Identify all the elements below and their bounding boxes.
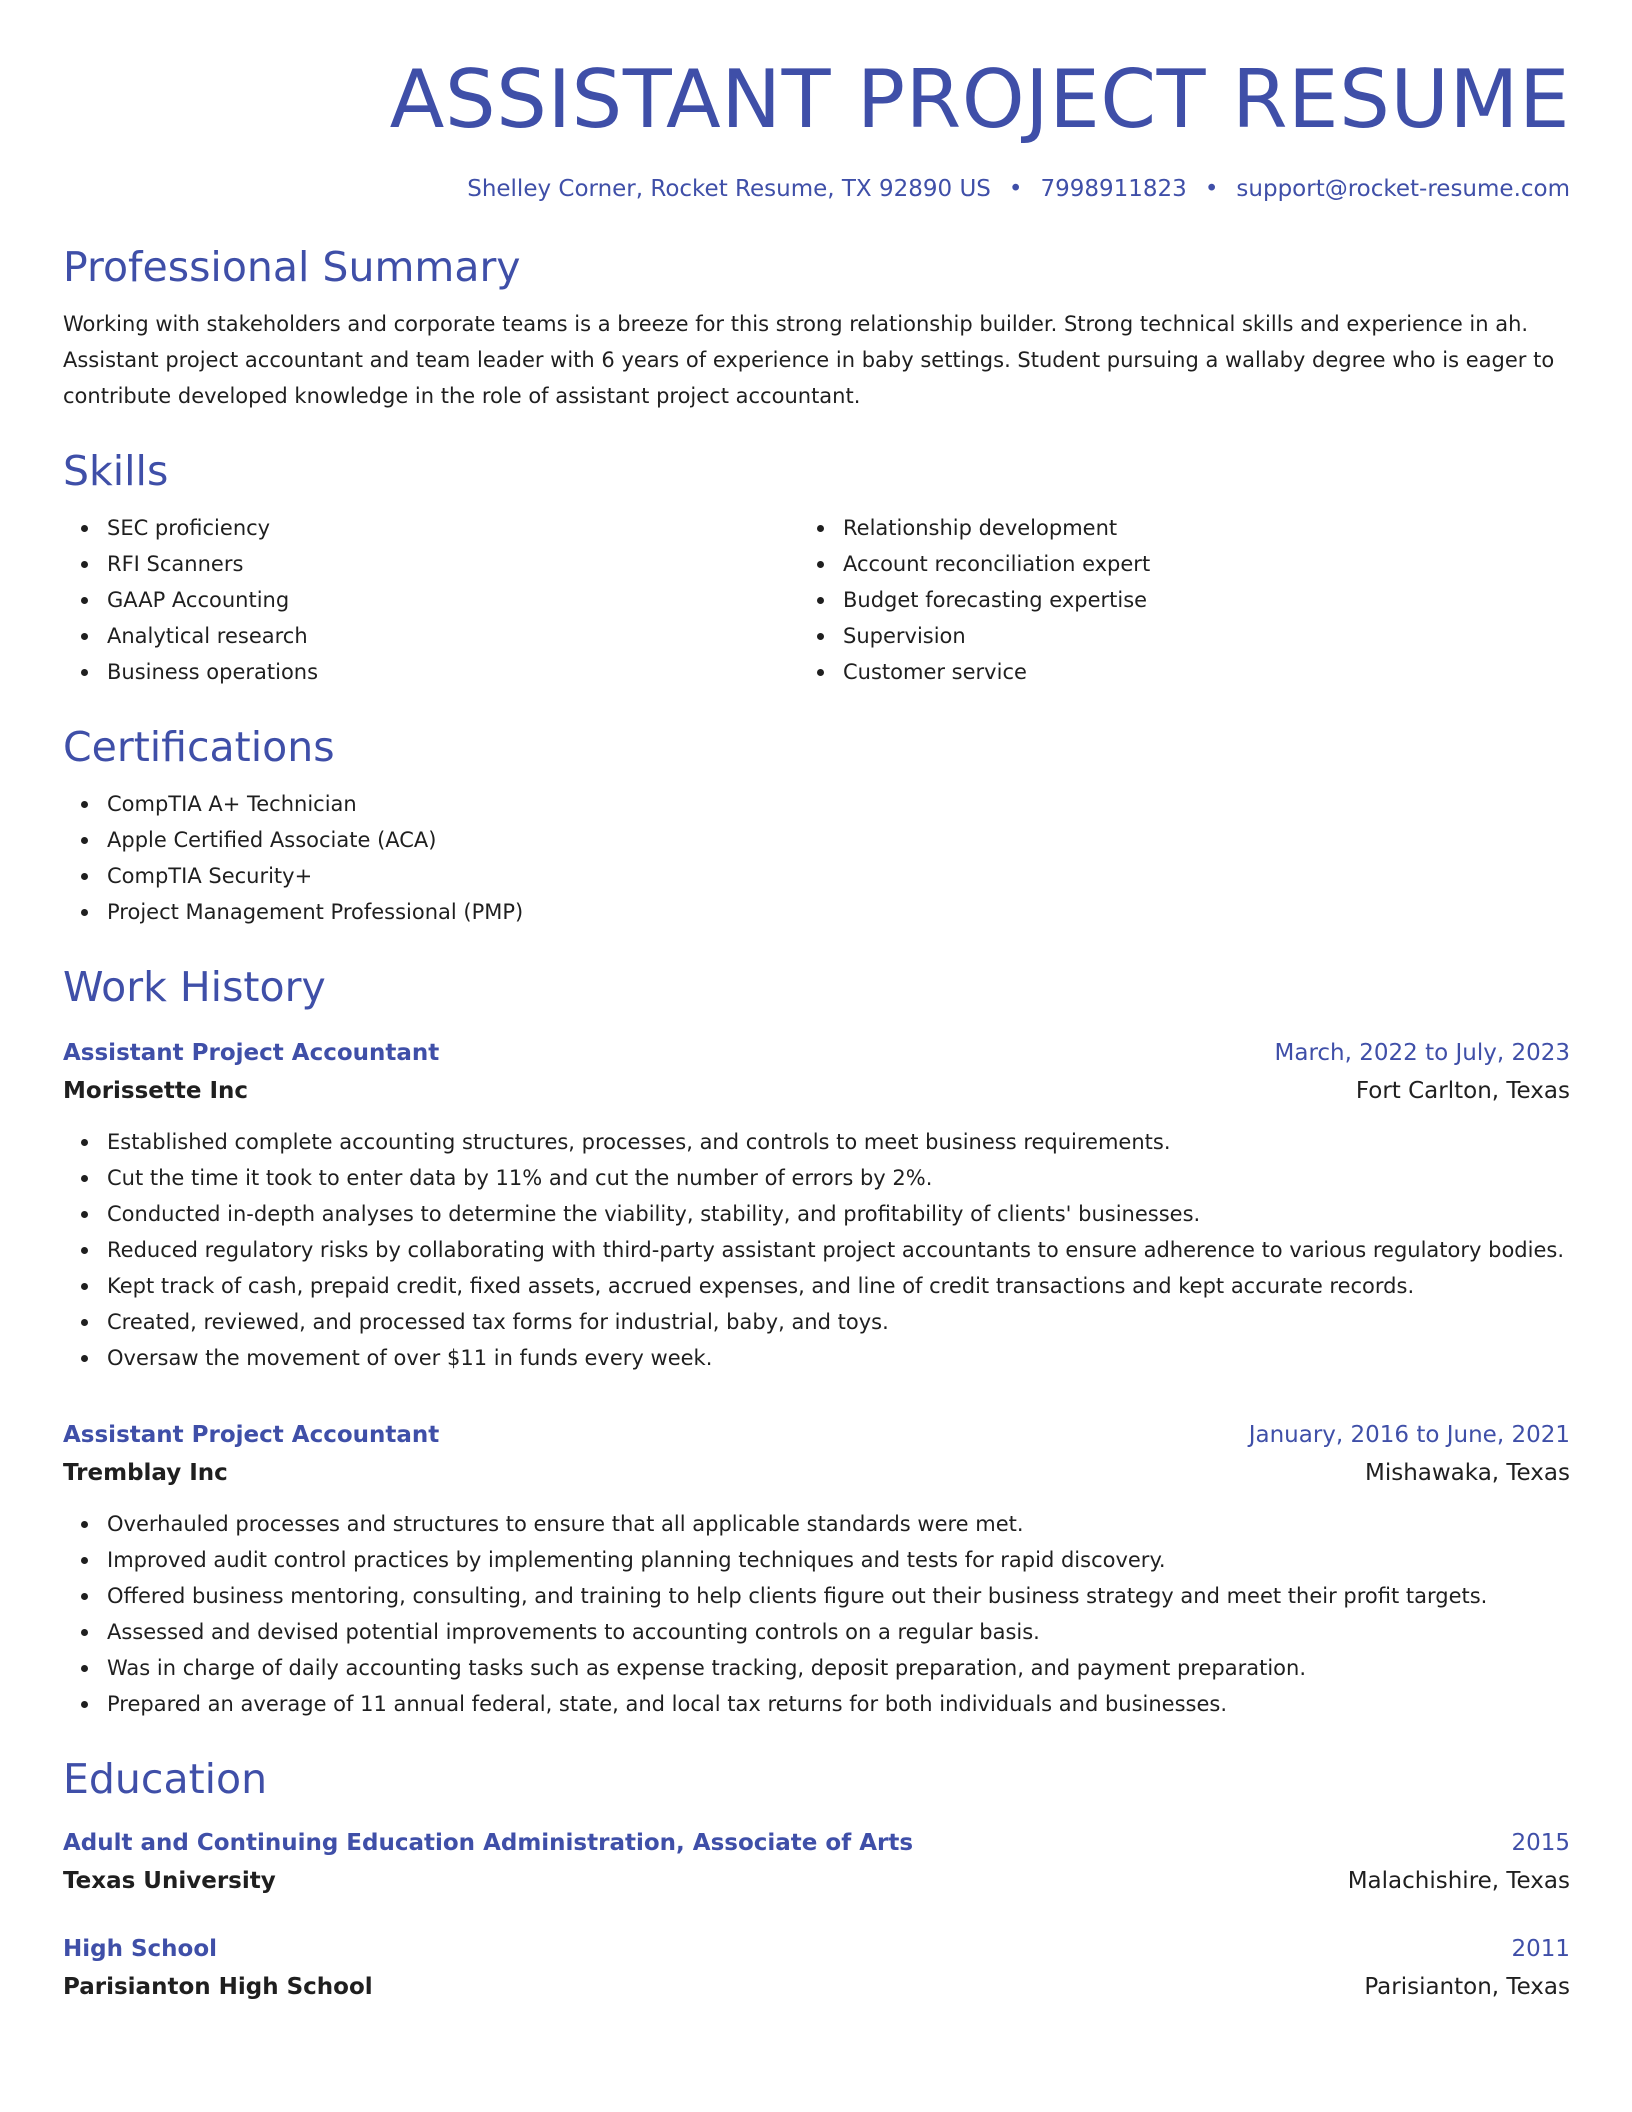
job-bullet: Oversaw the movement of over $11 in funds every week.	[107, 1340, 1570, 1376]
education-degree: High School	[63, 1936, 218, 1962]
job-bullet: Prepared an average of 11 annual federal, state, and local tax returns for both individuals and businesses.	[107, 1686, 1570, 1722]
certifications-section	[63, 720, 1570, 930]
skills-list-right	[799, 510, 1150, 690]
certifications-list	[63, 786, 1570, 930]
skills-heading: Skills	[63, 447, 169, 495]
job-title-row	[63, 1034, 1570, 1072]
job-bullet: Offered business mentoring, consulting, and training to help clients figure out their business strategy and meet their profit targets.	[107, 1578, 1570, 1614]
skills-grid	[63, 498, 1570, 690]
job-bullet: Created, reviewed, and processed tax forms for industrial, baby, and toys.	[107, 1304, 1570, 1340]
certifications-heading: Certifications	[63, 723, 335, 771]
education-degree-row	[63, 1930, 1570, 1968]
skill-item: Budget forecasting expertise	[843, 582, 1150, 618]
contact-phone[interactable]: 7998911823	[1040, 176, 1187, 202]
education-year: 2015	[1511, 1830, 1570, 1856]
skill-item: SEC proficiency	[107, 510, 799, 546]
certification-item: CompTIA Security+	[107, 858, 1570, 894]
job-dates: January, 2016 to June, 2021	[1248, 1422, 1570, 1448]
job-bullet: Established complete accounting structures, processes, and controls to meet business requirements.	[107, 1124, 1570, 1160]
education-degree: Adult and Continuing Education Administration, Associate of Arts	[63, 1830, 914, 1856]
job-bullet: Reduced regulatory risks by collaborating with third-party assistant project accountants to ensure adherence to various regulatory bodies.	[107, 1232, 1570, 1268]
education-school: Texas University	[63, 1868, 276, 1894]
skill-item: GAAP Accounting	[107, 582, 799, 618]
job-bullet: Assessed and devised potential improvements to accounting controls on a regular basis.	[107, 1614, 1570, 1650]
job-role: Assistant Project Accountant	[63, 1422, 440, 1448]
resume-title: ASSISTANT PROJECT RESUME	[389, 53, 1570, 146]
job-dates: March, 2022 to July, 2023	[1274, 1040, 1570, 1066]
skill-item: Account reconciliation expert	[843, 546, 1150, 582]
summary-heading: Professional Summary	[63, 243, 521, 291]
job-company: Tremblay Inc	[63, 1460, 228, 1486]
education-entry	[63, 1930, 1570, 2006]
skill-item: Relationship development	[843, 510, 1150, 546]
job-entry	[63, 1416, 1570, 1722]
education-degree-row	[63, 1824, 1570, 1862]
job-entry	[63, 1034, 1570, 1376]
skill-item: Customer service	[843, 654, 1150, 690]
certification-item: Project Management Professional (PMP)	[107, 894, 1570, 930]
summary-text: Working with stakeholders and corporate teams is a breeze for this strong relationship builder. Strong technical skills and experience in ah. Assistant project accountant and team leader with 6 years of experience in baby settings. Student pursuing a wallaby degree who is eager to contribute developed knowledge in the role of assistant project accountant.	[63, 312, 1555, 408]
job-company-row	[63, 1454, 1570, 1492]
education-school: Parisianton High School	[63, 1974, 373, 2000]
education-school-row	[63, 1968, 1570, 2006]
job-bullets	[63, 1124, 1570, 1376]
skill-item: RFI Scanners	[107, 546, 799, 582]
education-section	[63, 1752, 1570, 2006]
resume-header	[63, 52, 1570, 204]
contact-separator: •	[1204, 176, 1219, 202]
job-bullet: Cut the time it took to enter data by 11% and cut the number of errors by 2%.	[107, 1160, 1570, 1196]
certification-item: Apple Certified Associate (ACA)	[107, 822, 1570, 858]
education-location: Malachishire, Texas	[1347, 1868, 1570, 1894]
skill-item: Analytical research	[107, 618, 799, 654]
education-school-row	[63, 1862, 1570, 1900]
education-entry	[63, 1824, 1570, 1900]
job-location: Mishawaka, Texas	[1364, 1460, 1570, 1486]
contact-separator: •	[1008, 176, 1023, 202]
education-year: 2011	[1511, 1936, 1570, 1962]
skills-section	[63, 444, 1570, 690]
job-company-row	[63, 1072, 1570, 1110]
education-location: Parisianton, Texas	[1364, 1974, 1570, 2000]
job-bullet: Kept track of cash, prepaid credit, fixed assets, accrued expenses, and line of credit transactions and kept accurate records.	[107, 1268, 1570, 1304]
education-heading: Education	[63, 1755, 268, 1803]
contact-line	[63, 174, 1570, 204]
job-title-row	[63, 1416, 1570, 1454]
certification-item: CompTIA A+ Technician	[107, 786, 1570, 822]
contact-address: Shelley Corner, Rocket Resume, TX 92890 US	[467, 176, 991, 202]
work-history-heading: Work History	[63, 963, 326, 1011]
summary-section	[63, 240, 1570, 414]
job-bullet: Overhauled processes and structures to ensure that all applicable standards were met.	[107, 1506, 1570, 1542]
job-location: Fort Carlton, Texas	[1355, 1078, 1570, 1104]
skills-list-left	[63, 510, 799, 690]
job-bullet: Improved audit control practices by implementing planning techniques and tests for rapid discovery.	[107, 1542, 1570, 1578]
job-role: Assistant Project Accountant	[63, 1040, 440, 1066]
job-bullets	[63, 1506, 1570, 1722]
job-bullet: Conducted in-depth analyses to determine the viability, stability, and profitability of clients' businesses.	[107, 1196, 1570, 1232]
work-history-section	[63, 960, 1570, 1722]
skill-item: Business operations	[107, 654, 799, 690]
job-company: Morissette Inc	[63, 1078, 249, 1104]
job-bullet: Was in charge of daily accounting tasks such as expense tracking, deposit preparation, and payment preparation.	[107, 1650, 1570, 1686]
skill-item: Supervision	[843, 618, 1150, 654]
contact-email[interactable]: support@rocket-resume.com	[1236, 176, 1570, 202]
